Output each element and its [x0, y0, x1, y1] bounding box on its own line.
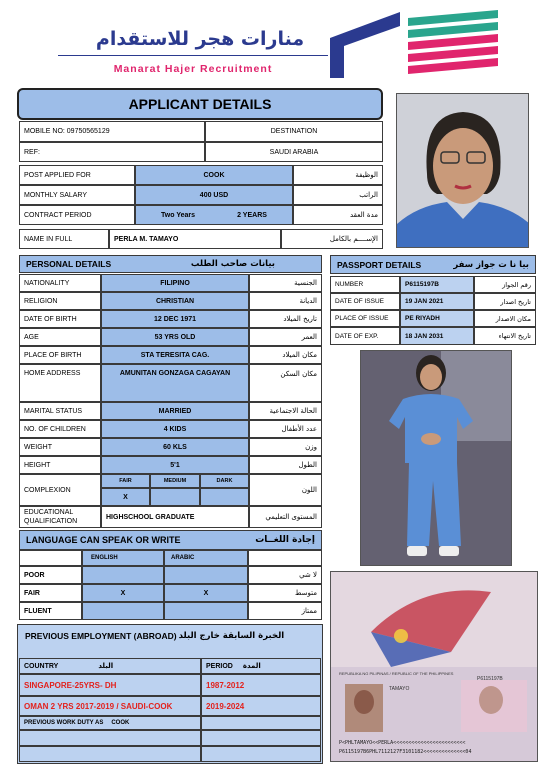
complexion-medium-mark: [150, 488, 200, 506]
passport-image: [330, 571, 538, 762]
personal-details-title: PERSONAL DETAILS: [26, 259, 112, 269]
age-label: AGE: [19, 328, 101, 346]
duty-label: PREVIOUS WORK DUTY AS: [24, 720, 104, 726]
passport-number-arabic: رقم الجواز: [474, 276, 536, 293]
language-poor-arabic: [164, 566, 248, 584]
employment-country-header: [19, 658, 201, 674]
language-fair-ar-label: متوسط: [248, 584, 322, 602]
brand-name-english: Manarat Hajer Recruitment: [113, 63, 273, 75]
salary-value: 400 USD: [135, 185, 293, 205]
education-arabic: المستوى التعليمي: [249, 506, 322, 528]
passport-place-label: PLACE OF ISSUE: [330, 310, 400, 327]
nationality-value: FILIPINO: [101, 274, 249, 292]
height-label: HEIGHT: [19, 456, 101, 474]
contract-value-text: Two Years: [161, 211, 196, 219]
passport-details-title: PASSPORT DETAILS: [337, 259, 422, 270]
language-col-english: ENGLISH: [82, 550, 164, 566]
language-corner: [19, 550, 82, 566]
personal-details-header: [19, 255, 322, 273]
passport-image-mrz-line-1: P<PHLTAMAYO<<PERLA<<<<<<<<<<<<<<<<<<<<<<<<: [339, 740, 466, 746]
education-label-line1: EDUCATIONAL: [24, 509, 74, 516]
destination-label: DESTINATION: [205, 121, 383, 142]
passport-number-value: P6115197B: [400, 276, 474, 293]
passport-image-surname: TAMAYO: [389, 686, 410, 692]
applicant-photo-art: [397, 94, 529, 248]
mobile-number: MOBILE NO: 09750565129: [19, 121, 205, 142]
education-value: HIGHSCHOOL GRADUATE: [101, 506, 249, 528]
employment-empty-row-1-period: [201, 730, 321, 746]
page-title: [17, 88, 383, 120]
marital-label: MARITAL STATUS: [19, 402, 101, 420]
address-label: HOME ADDRESS: [19, 364, 101, 402]
period-label-arabic: المدة: [242, 662, 261, 670]
employment-empty-row-1: [19, 730, 201, 746]
full-body-photo: [360, 350, 512, 566]
passport-place-value: PE RIYADH: [400, 310, 474, 327]
post-label: POST APPLIED FOR: [19, 165, 135, 185]
salary-arabic: الراتب: [293, 185, 383, 205]
weight-label: WEIGHT: [19, 438, 101, 456]
complexion-label: COMPLEXION: [19, 474, 101, 506]
passport-image-mrz-line-2: P6115197B6PHL7112127F3101182<<<<<<<<<<<<<<04: [339, 749, 472, 755]
language-col-arabic: ARABIC: [164, 550, 248, 566]
contract-label: CONTRACT PERIOD: [19, 205, 135, 225]
dob-arabic: تاريخ الميلاد: [249, 310, 322, 328]
passport-number-label: NUMBER: [330, 276, 400, 293]
religion-arabic: الديانة: [249, 292, 322, 310]
language-fair-english: X: [82, 584, 164, 602]
age-value: 53 YRS OLD: [101, 328, 249, 346]
education-label-line2: QUALIFICATION: [24, 518, 78, 525]
height-arabic: الطول: [249, 456, 322, 474]
passport-details-title-arabic: بيا نا ت جواز سفر: [453, 259, 529, 270]
complexion-medium-label: MEDIUM: [150, 474, 200, 488]
children-label: NO. OF CHILDREN: [19, 420, 101, 438]
passport-expiry-label: DATE OF EXP.: [330, 327, 400, 345]
personal-details-title-arabic: بيانات صاحب الطلب: [190, 259, 275, 269]
children-arabic: عدد الأطفال: [249, 420, 322, 438]
passport-issue-value: 19 JAN 2021: [400, 293, 474, 310]
brand-underline: [58, 55, 328, 56]
name-arabic: الإســــم بالكامل: [281, 229, 383, 249]
country-label-arabic: البلد: [98, 662, 114, 670]
passport-expiry-value: 18 JAN 2031: [400, 327, 474, 345]
passport-issue-label: DATE OF ISSUE: [330, 293, 400, 310]
complexion-fair-mark: X: [101, 488, 150, 506]
name-value: PERLA M. TAMAYO: [109, 229, 281, 249]
marital-value: MARRIED: [101, 402, 249, 420]
employment-header: [19, 626, 321, 646]
dob-label: DATE OF BIRTH: [19, 310, 101, 328]
post-arabic: الوظيفة: [293, 165, 383, 185]
address-value: AMUNITAN GONZAGA CAGAYAN: [101, 364, 249, 402]
employment-empty-row-2: [19, 746, 201, 762]
pob-value: STA TERESITA CAG.: [101, 346, 249, 364]
religion-value: CHRISTIAN: [101, 292, 249, 310]
post-value: COOK: [135, 165, 293, 185]
age-arabic: العمر: [249, 328, 322, 346]
destination-value: SAUDI ARABIA: [205, 142, 383, 162]
brand-name-arabic: منارات هجر للاستقدام: [95, 28, 305, 50]
complexion-dark-label: DARK: [200, 474, 249, 488]
address-arabic: مكان السكن: [249, 364, 322, 402]
weight-arabic: وزن: [249, 438, 322, 456]
contract-value-years: 2 YEARS: [237, 211, 267, 219]
brand-house-icon: [330, 8, 505, 78]
language-header: [19, 530, 322, 550]
employment-period-header: [201, 658, 321, 674]
applicant-photo: [396, 93, 529, 248]
contract-value: [135, 205, 293, 225]
passport-image-number: P6115197B: [477, 676, 503, 682]
language-title-arabic: إجادة اللغــات: [255, 535, 315, 545]
page-title-text: APPLICANT DETAILS: [128, 96, 272, 112]
language-title: LANGUAGE CAN SPEAK OR WRITE: [26, 535, 181, 545]
education-label: [19, 506, 101, 528]
contract-arabic: مدة العقد: [293, 205, 383, 225]
logo: [40, 8, 510, 80]
language-poor-label: POOR: [19, 566, 82, 584]
name-label: NAME IN FULL: [19, 229, 109, 249]
language-fluent-label: FLUENT: [19, 602, 82, 620]
language-fluent-english: [82, 602, 164, 620]
dob-value: 12 DEC 1971: [101, 310, 249, 328]
period-label: PERIOD: [206, 662, 233, 670]
children-value: 4 KIDS: [101, 420, 249, 438]
marital-arabic: الحالة الاجتماعية: [249, 402, 322, 420]
complexion-arabic: اللون: [249, 474, 322, 506]
language-poor-ar-label: لا شي: [248, 566, 322, 584]
pob-label: PLACE OF BIRTH: [19, 346, 101, 364]
passport-details-header: [330, 255, 536, 274]
language-poor-english: [82, 566, 164, 584]
passport-image-header: REPUBLIKA NG PILIPINAS / REPUBLIC OF THE PHILIPPINES: [339, 671, 454, 676]
employment-empty-row-2-period: [201, 746, 321, 762]
nationality-label: NATIONALITY: [19, 274, 101, 292]
language-fair-label: FAIR: [19, 584, 82, 602]
employment-row-2-period: 2019-2024: [201, 696, 321, 716]
language-fluent-ar-label: ممتاز: [248, 602, 322, 620]
employment-duty: [19, 716, 201, 730]
language-fluent-arabic: [164, 602, 248, 620]
employment-duty-period: [201, 716, 321, 730]
nationality-arabic: الجنسية: [249, 274, 322, 292]
full-body-photo-art: [361, 351, 512, 566]
religion-label: RELIGION: [19, 292, 101, 310]
passport-expiry-arabic: تاريخ الانتهاء: [474, 327, 536, 345]
employment-row-2-country: OMAN 2 YRS 2017-2019 / SAUDI-COOK: [19, 696, 201, 716]
country-label: COUNTRY: [24, 662, 59, 670]
complexion-dark-mark: [200, 488, 249, 506]
employment-title: PREVIOUS EMPLOYMENT (ABROAD): [25, 631, 177, 641]
pob-arabic: مكان الميلاد: [249, 346, 322, 364]
language-col-empty: [248, 550, 322, 566]
employment-row-1-period: 1987-2012: [201, 674, 321, 696]
passport-issue-arabic: تاريخ اصدار: [474, 293, 536, 310]
ref-label: REF:: [19, 142, 205, 162]
salary-label: MONTHLY SALARY: [19, 185, 135, 205]
passport-place-arabic: مكان الاصدار: [474, 310, 536, 327]
complexion-fair-label: FAIR: [101, 474, 150, 488]
weight-value: 60 KLS: [101, 438, 249, 456]
passport-image-art: [331, 572, 538, 762]
height-value: 5'1: [101, 456, 249, 474]
duty-value: COOK: [111, 720, 130, 726]
employment-title-arabic: الخبرة السابقة خارج البلد: [178, 631, 285, 641]
employment-row-1-country: SINGAPORE-25YRS- DH: [19, 674, 201, 696]
language-fair-arabic: X: [164, 584, 248, 602]
